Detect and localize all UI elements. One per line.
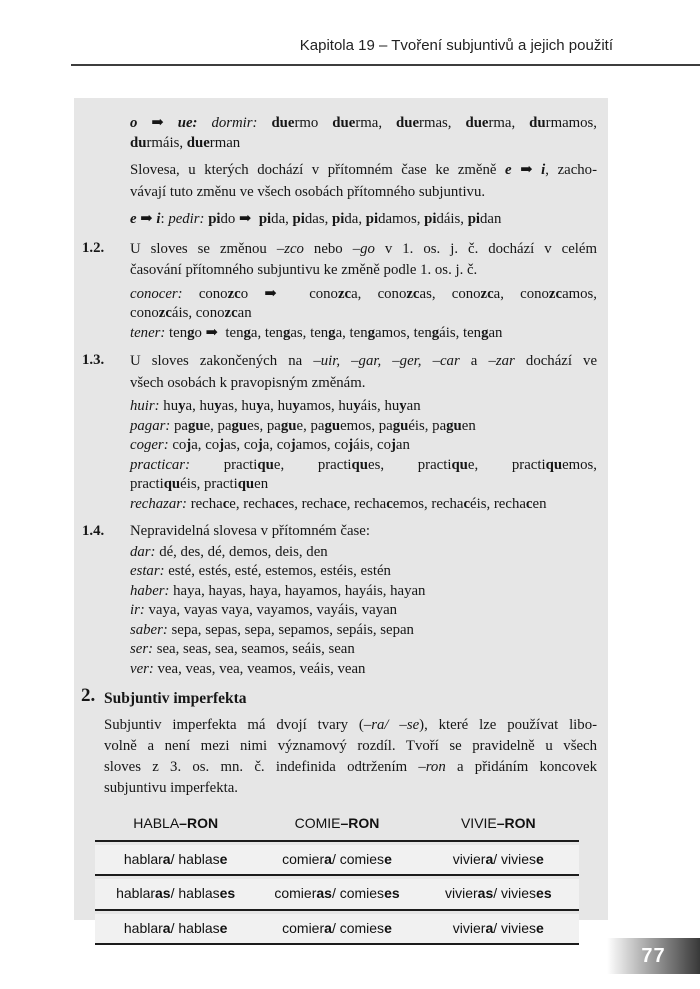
text-line: estar: esté, estés, esté, estemos, estéis, estén <box>130 563 391 579</box>
text-line: conozcáis, conozcan <box>130 305 252 321</box>
text-line: dar: dé, des, dé, demos, deis, den <box>130 543 328 560</box>
section-number: 1.2. <box>82 239 105 256</box>
table-header-cell: HABLA–RON <box>133 815 219 831</box>
table-cell: hablaras/ hablases <box>116 885 236 901</box>
text-line: časování přítomného subjuntivu ke změně podle 1. os. j. č. <box>130 262 478 278</box>
text-line: subjuntivu imperfekta. <box>104 780 238 796</box>
section-number: 1.4. <box>82 523 105 539</box>
table-cell: comiera/ comiese <box>282 919 392 936</box>
section-examples <box>130 397 597 514</box>
table-header-cell: VIVIE–RON <box>460 815 536 831</box>
text-line: ir: vaya, vayas vaya, vayamos, vayáis, vayan <box>130 602 398 618</box>
text-line: o ➡ ue: dormir: duermo duerma, duermas, duerma, durmamos, <box>130 115 598 131</box>
table-cell: viviera/ viviese <box>452 850 544 867</box>
content-panel <box>74 98 608 936</box>
text-line: rechazar: rechace, rechaces, rechace, rechacemos, rechacéis, rechacen <box>130 495 547 512</box>
section-paragraph <box>130 522 597 542</box>
text-line: coger: coja, cojas, coja, cojamos, cojáis, cojan <box>130 437 410 453</box>
example-e-i <box>130 210 597 230</box>
section-number: 1.3. <box>82 352 105 368</box>
table-cell: comiera/ comiese <box>282 850 392 867</box>
text-line: Slovesa, u kterých dochází v přítomném čase ke změně e ➡ i, zacho- <box>130 162 597 178</box>
section-1-3 <box>74 351 597 514</box>
text-line: Nepravidelná slovesa v přítomném čase: <box>130 523 370 539</box>
section-examples <box>130 543 597 680</box>
example-o-ue <box>130 114 597 153</box>
table-row <box>95 879 579 911</box>
section-2-title: Subjuntiv imperfekta <box>104 690 247 707</box>
text-line: ver: vea, veas, vea, veamos, veáis, vean <box>130 660 366 677</box>
section-paragraph <box>130 239 597 282</box>
table-cell: hablara/ hablase <box>123 919 228 936</box>
text-line: saber: sepa, sepas, sepa, sepamos, sepáis, sepan <box>130 621 414 638</box>
conjugation-table <box>95 811 579 945</box>
text-line: všech osobách k pravopisným změnám. <box>130 374 366 391</box>
text-line: conocer: conozco ➡ conozca, conozcas, conozca, conozcamos, <box>130 285 597 302</box>
text-line: durmáis, duerman <box>130 134 241 151</box>
table-cell: viviera/ viviese <box>452 919 544 936</box>
text-line: tener: tengo ➡ tenga, tengas, tenga, tengamos, tengáis, tengan <box>130 324 503 341</box>
text-line: volně a není mezi nimi významový rozdíl. Tvoří se pravidelně u všech <box>104 738 597 754</box>
section-1-2 <box>74 239 597 344</box>
header-rule <box>71 64 700 66</box>
text-line: U sloves zakončených na –uir, –gar, –ger, –car a –zar dochází ve <box>130 353 598 369</box>
table-header-row <box>95 811 579 842</box>
text-line: practiquéis, practiquen <box>130 476 269 492</box>
text-line: Subjuntiv imperfekta má dvojí tvary (–ra/ –se), které lze používat libo- <box>104 717 598 733</box>
text-line: practicar: practique, practiques, practique, practiquemos, <box>130 456 597 473</box>
section-examples <box>130 285 597 344</box>
text-line: haber: haya, hayas, haya, hayamos, hayáis, hayan <box>130 582 426 599</box>
table-row <box>95 845 579 877</box>
text-line: vávají tuto změnu ve všech osobách přítomného subjuntivu. <box>130 183 486 200</box>
page-number: 77 <box>641 944 666 967</box>
text-line: pagar: pague, pagues, pague, paguemos, paguéis, paguen <box>130 417 476 434</box>
section-2-paragraph <box>104 715 597 799</box>
section-2-marker: 2. <box>81 685 96 706</box>
section-1-4 <box>74 522 597 679</box>
table-cell: comieras/ comieses <box>274 885 400 901</box>
section-paragraph <box>130 351 597 394</box>
text-line: e ➡ i: pedir: pido ➡ pida, pidas, pida, pidamos, pidáis, pidan <box>130 211 502 227</box>
section-2 <box>74 685 598 799</box>
text-line: ser: sea, seas, sea, seamos, seáis, sean <box>130 641 355 657</box>
paragraph-e-to-i <box>130 160 597 203</box>
table-cell: vivieras/ vivieses <box>445 885 552 901</box>
table-cell: hablara/ hablase <box>123 850 228 867</box>
text-line: U sloves se změnou –zco nebo –go v 1. os. j. č. dochází v celém <box>130 240 597 257</box>
footer-page-bar <box>607 938 700 974</box>
table-body <box>95 845 579 946</box>
table-header-cell: COMIE–RON <box>294 815 380 831</box>
text-line: huir: huya, huyas, huya, huyamos, huyáis, huyan <box>130 398 421 414</box>
text-line: sloves z 3. os. mn. č. indefinida odtržením –ron a přidáním koncovek <box>104 759 597 775</box>
chapter-header: Kapitola 19 – Tvoření subjuntivů a jejich použití <box>299 37 613 54</box>
table-row <box>95 914 579 946</box>
